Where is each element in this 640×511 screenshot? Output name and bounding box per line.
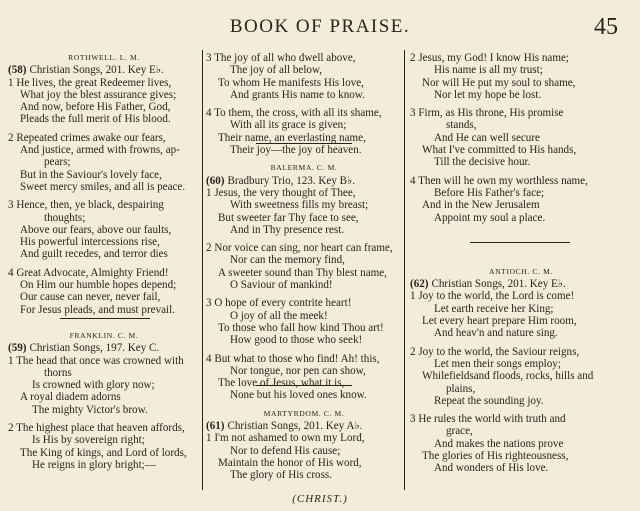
page-title: BOOK OF PRAISE. xyxy=(229,16,411,37)
verse-line: Till the decisive hour. xyxy=(434,156,531,169)
verse-line: 2 Nor voice can sing, nor heart can frame, xyxy=(206,242,393,255)
verse-line: 3 Hence, then, ye black, despairing xyxy=(8,199,164,212)
hymn-source xyxy=(410,278,632,290)
column-2 xyxy=(206,52,402,482)
hymn-source-text: Christian Songs, 197. Key C. xyxy=(29,342,160,355)
verse-line: And wonders of His love. xyxy=(434,462,549,475)
verse-line: What joy the blest assurance gives; xyxy=(20,88,177,101)
tune-heading: MARTYRDOM. C. M. xyxy=(263,408,345,418)
verse-line: pears; xyxy=(44,156,71,169)
verse-line: 4 Great Advocate, Almighty Friend! xyxy=(8,266,169,279)
verse-line: To those who fall how kind Thou art! xyxy=(218,321,384,334)
verse-line: Our cause can never, never fail, xyxy=(20,291,161,304)
verse-line: How good to those who seek! xyxy=(230,334,363,347)
verse-line: 3 Firm, as His throne, His promise xyxy=(410,107,564,120)
verse-line: But in the Saviour's lovely face, xyxy=(20,168,162,181)
verse-line: And guilt recedes, and terror dies xyxy=(20,248,168,261)
verse-line: And He can well secure xyxy=(434,131,540,144)
verse-line: stands, xyxy=(446,119,477,132)
verse-line: With all its grace is given; xyxy=(230,119,347,132)
verse-line: thoughts; xyxy=(44,211,86,224)
verse-line: The glories of His righteousness, xyxy=(422,450,569,463)
hymn-source-text: Christian Songs, 201. Key E♭. xyxy=(431,278,566,291)
hymn-gap xyxy=(8,316,200,330)
verse-line: grace, xyxy=(446,425,473,438)
verse-line: The joy of all below, xyxy=(230,64,323,77)
verse-line: Their joy—the joy of heaven. xyxy=(230,144,362,157)
verse-line: The glory of His cross. xyxy=(230,469,332,482)
verse-line: Before His Father's face; xyxy=(434,186,545,199)
column-3 xyxy=(410,52,632,475)
verse-line: Whilefieldsand floods, rocks, hills and xyxy=(422,370,594,383)
column-1 xyxy=(8,52,200,471)
verse-line: 2 The highest place that heaven affords, xyxy=(8,422,185,435)
verse-line: The love of Jesus, what it is, xyxy=(218,377,345,390)
hymn-source-text: Christian Songs, 201. Key E♭. xyxy=(29,64,164,77)
verse-line: For Jesus pleads, and must prevail. xyxy=(20,303,175,316)
verse-line: Pleads the full merit of His blood. xyxy=(20,113,171,126)
verse-line: O Saviour of mankind! xyxy=(230,279,333,292)
verse-line: 1 Joy to the world, the Lord is come! xyxy=(410,290,575,303)
tune-heading: BALERMA. C. M. xyxy=(270,163,338,173)
verse-line: 4 Then will he own my worthless name, xyxy=(410,174,588,187)
hymn-number: (59) xyxy=(8,342,27,355)
tune-heading: ANTIOCH. C. M. xyxy=(489,266,553,276)
hymn-source xyxy=(8,64,200,76)
verse-line: What I've committed to His hands, xyxy=(422,144,577,157)
verse-line: Repeat the sounding joy. xyxy=(434,394,544,407)
verse-line: Appoint my soul a place. xyxy=(434,211,546,224)
verse-line: He reigns in glory bright;— xyxy=(32,458,156,471)
hymn-gap xyxy=(410,238,632,252)
verse-line: plains, xyxy=(446,382,476,395)
verse-line: Let every heart prepare Him room, xyxy=(422,315,577,328)
verse-line: On Him our humble hopes depend; xyxy=(20,279,177,292)
verse-line: And in the New Jerusalem xyxy=(422,199,540,212)
verse-line: The King of kings, and Lord of lords, xyxy=(20,446,187,459)
verse-line: And heav'n and nature sing. xyxy=(434,327,558,340)
verse-line: 1 I'm not ashamed to own my Lord, xyxy=(206,432,365,445)
verse-line: Nor can the memory find, xyxy=(230,254,345,267)
footer-note: (CHRIST.) xyxy=(292,493,348,505)
verse-line: Let men their songs employ; xyxy=(434,357,561,370)
verse-line: 1 He lives, the great Redeemer lives, xyxy=(8,76,172,89)
verse-line: Is His by sovereign right; xyxy=(32,434,145,447)
hymn-source-text: Bradbury Trio, 123. Key B♭. xyxy=(227,174,356,187)
column-divider-left xyxy=(202,50,203,490)
verse-line: thorns xyxy=(44,366,72,379)
verse-line: And in Thy presence rest. xyxy=(230,223,345,236)
hymn-number: (62) xyxy=(410,278,429,291)
hymn-source xyxy=(8,342,200,354)
verse-line: And makes the nations prove xyxy=(434,437,564,450)
verse-line: A sweeter sound than Thy blest name, xyxy=(218,266,387,279)
verse-line: A royal diadem adorns xyxy=(20,391,121,404)
verse-line: 3 The joy of all who dwell above, xyxy=(206,52,356,64)
verse-line: Nor let my hope be lost. xyxy=(434,88,542,101)
verse-line: 2 Repeated crimes awake our fears, xyxy=(8,131,166,144)
verse-line: 3 He rules the world with truth and xyxy=(410,413,566,426)
verse-line: O joy of all the meek! xyxy=(230,309,328,322)
hymn-source xyxy=(206,420,402,432)
verse-line: 4 To them, the cross, with all its shame, xyxy=(206,107,382,120)
verse-line: 1 The head that once was crowned with xyxy=(8,354,184,367)
verse-line: Above our fears, above our faults, xyxy=(20,223,172,236)
verse-line: But sweeter far Thy face to see, xyxy=(218,211,359,224)
verse-line: Let earth receive her King; xyxy=(434,302,554,315)
verse-line: His powerful intercessions rise, xyxy=(20,236,160,249)
verse-line: And justice, armed with frowns, ap- xyxy=(20,144,180,157)
verse-line: 3 O hope of every contrite heart! xyxy=(206,297,352,310)
hymn-gap xyxy=(410,224,632,238)
verse-line: None but his loved ones know. xyxy=(230,389,367,402)
verse-line: Nor will He put my soul to shame, xyxy=(422,76,576,89)
tune-heading: FRANKLIN. C. M. xyxy=(69,330,139,340)
verse-line: 2 Jesus, my God! I know His name; xyxy=(410,52,569,64)
page-number: 45 xyxy=(594,14,618,40)
hymn-source xyxy=(206,175,402,187)
verse-line: And now, before His Father, God, xyxy=(20,101,171,114)
verse-line: 2 Joy to the world, the Saviour reigns, xyxy=(410,345,580,358)
hymn-gap xyxy=(410,252,632,266)
hymn-number: (60) xyxy=(206,174,225,187)
hymn-number: (61) xyxy=(206,420,225,433)
hymn-number: (58) xyxy=(8,64,27,77)
hymn-source-text: Christian Songs, 201. Key A♭. xyxy=(227,420,363,433)
verse-line: 1 Jesus, the very thought of Thee, xyxy=(206,186,356,199)
verse-line: Nor tongue, nor pen can show, xyxy=(230,364,366,377)
verse-line: Is crowned with glory now; xyxy=(32,379,155,392)
verse-line: Nor to defend His cause; xyxy=(230,444,341,457)
verse-line: To whom He manifests His love, xyxy=(218,76,364,89)
column-divider-right xyxy=(404,50,405,490)
verse-line: The mighty Victor's brow. xyxy=(32,403,148,416)
verse-line: Maintain the honor of His word, xyxy=(218,456,362,469)
verse-line: 4 But what to those who find! Ah! this, xyxy=(206,352,380,365)
verse-line: Their name, an everlasting name, xyxy=(218,131,366,144)
verse-line: Sweet mercy smiles, and all is peace. xyxy=(20,180,186,193)
verse-line: And grants His name to know. xyxy=(230,88,365,101)
verse-line: With sweetness fills my breast; xyxy=(230,199,369,212)
verse-line: His name is all my trust; xyxy=(434,64,543,77)
tune-heading: ROTHWELL. L. M. xyxy=(68,53,140,62)
